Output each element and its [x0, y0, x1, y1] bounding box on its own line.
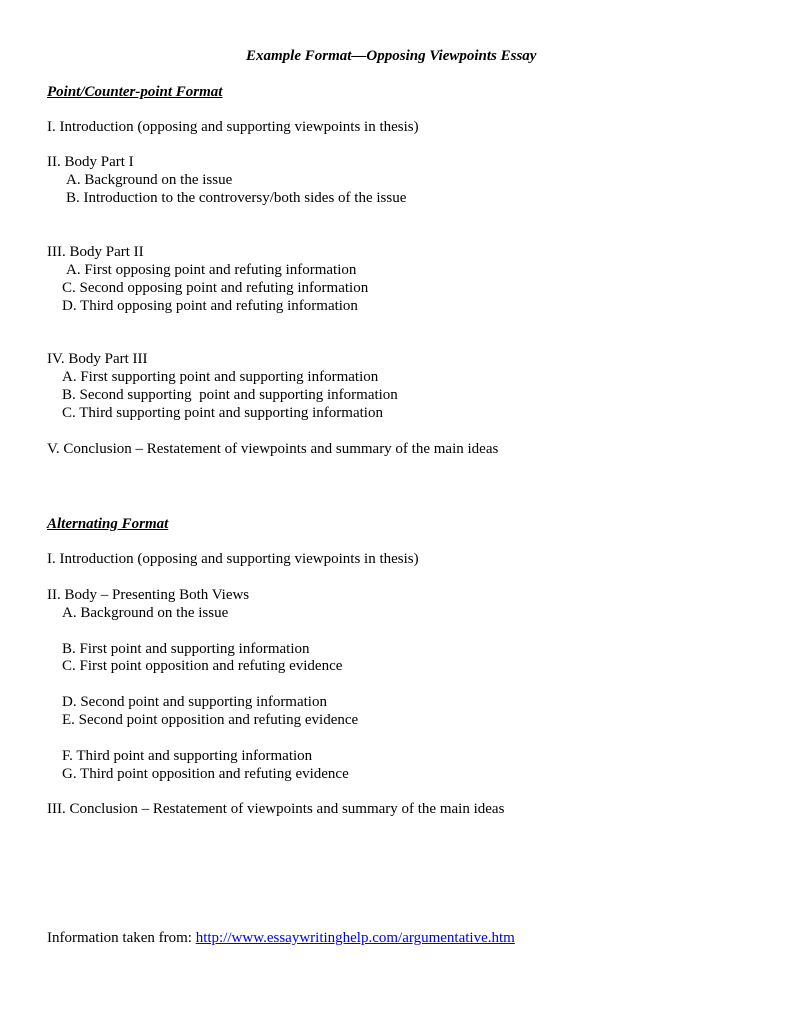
- outline-subitem: D. Third opposing point and refuting information: [62, 298, 358, 314]
- outline-item-body-part-1: II. Body Part I: [47, 154, 134, 170]
- section-heading-alternating: Alternating Format: [47, 516, 169, 532]
- outline-subitem: G. Third point opposition and refuting evidence: [62, 766, 349, 782]
- outline-item-conclusion: V. Conclusion – Restatement of viewpoints and summary of the main ideas: [47, 441, 499, 457]
- outline-subitem: B. First point and supporting information: [62, 641, 310, 657]
- outline-item-body-part-2: III. Body Part II: [47, 244, 144, 260]
- source-line: [47, 929, 515, 947]
- outline-subitem: C. Second opposing point and refuting information: [62, 280, 369, 296]
- outline-item-body-part-3: IV. Body Part III: [47, 351, 148, 367]
- outline-subitem: C. First point opposition and refuting evidence: [62, 658, 343, 674]
- outline-subitem: A. First opposing point and refuting information: [66, 262, 357, 278]
- outline-subitem: B. Second supporting point and supporting information: [62, 387, 398, 403]
- outline-subitem: F. Third point and supporting information: [62, 748, 313, 764]
- outline-subitem: C. Third supporting point and supporting information: [62, 405, 383, 421]
- outline-subitem: A. First supporting point and supporting information: [62, 369, 379, 385]
- section-heading-point-counterpoint: Point/Counter-point Format: [47, 84, 223, 100]
- outline-item-introduction: I. Introduction (opposing and supporting viewpoints in thesis): [47, 119, 419, 135]
- outline-subitem: D. Second point and supporting information: [62, 694, 327, 710]
- source-prefix: Information taken from:: [47, 930, 196, 946]
- outline-subitem: B. Introduction to the controversy/both sides of the issue: [66, 190, 407, 206]
- outline-subitem: A. Background on the issue: [62, 605, 229, 621]
- outline-subitem: A. Background on the issue: [66, 172, 233, 188]
- outline-item-body: II. Body – Presenting Both Views: [47, 587, 250, 603]
- outline-item-conclusion: III. Conclusion – Restatement of viewpoints and summary of the main ideas: [47, 801, 505, 817]
- page-title: Example Format—Opposing Viewpoints Essay: [246, 48, 537, 64]
- outline-subitem: E. Second point opposition and refuting evidence: [62, 712, 359, 728]
- outline-item-introduction: I. Introduction (opposing and supporting viewpoints in thesis): [47, 551, 419, 567]
- source-link[interactable]: http://www.essaywritinghelp.com/argumentative.htm: [195, 930, 515, 946]
